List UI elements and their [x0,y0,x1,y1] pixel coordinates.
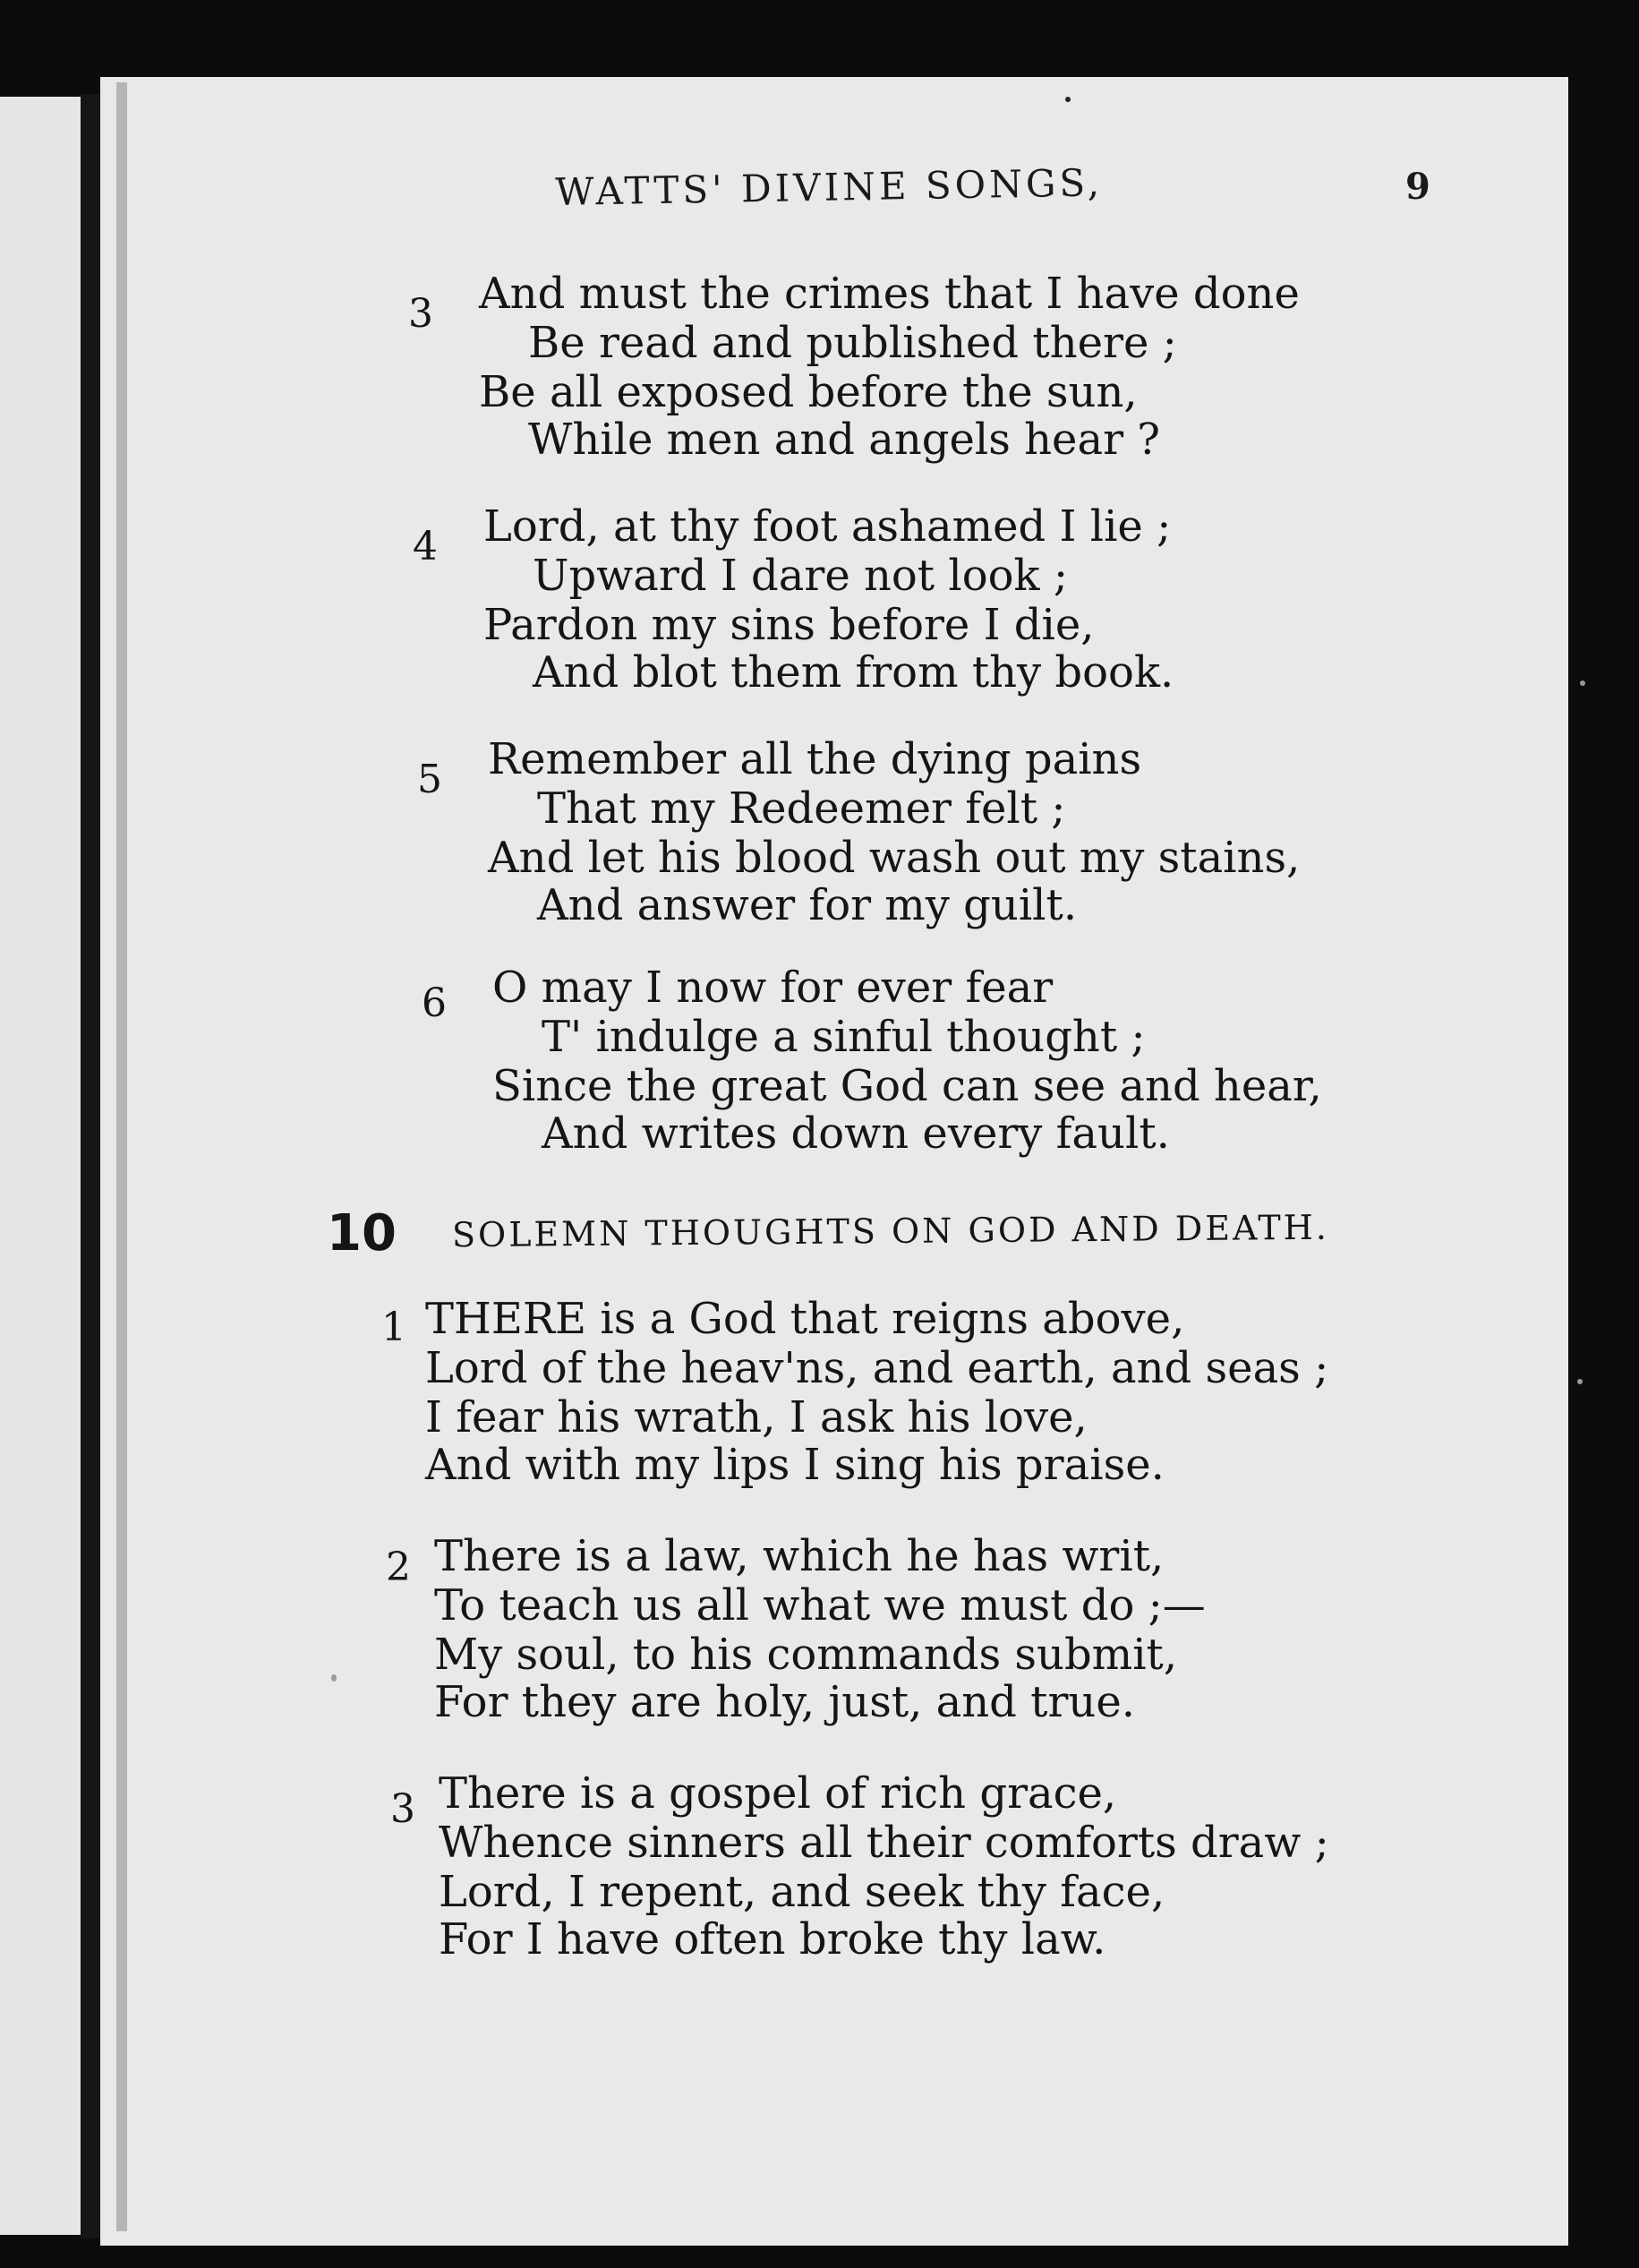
paper-speck [1580,680,1585,686]
page-gutter-shadow [116,82,127,2231]
stanza-number: 2 [386,1545,411,1590]
verse-line: THERE is a God that reigns above, [425,1294,1185,1344]
stanza-number: 6 [422,980,447,1026]
verse-line: Remember all the dying pains [488,734,1142,784]
paper-speck [331,1674,337,1682]
stanza-number: 3 [390,1786,415,1832]
stanza-number: 1 [381,1305,406,1350]
stanza-number: 3 [408,291,433,337]
verse-line: Lord of the heav'ns, and earth, and seas ; [425,1343,1329,1393]
verse-line: That my Redeemer felt ; [537,783,1066,834]
verse-line: For they are holy, just, and true. [434,1677,1135,1727]
verse-line: And must the crimes that I have done [479,269,1300,319]
verse-line: T' indulge a sinful thought ; [542,1012,1146,1062]
stanza-number: 4 [413,524,438,569]
page-number: 9 [1405,166,1430,208]
facing-page-edge [0,97,81,2235]
verse-line: While men and angels hear ? [528,415,1161,465]
verse-line: Upward I dare not look ; [533,551,1069,601]
verse-line: And answer for my guilt. [537,880,1078,930]
book-spine [81,94,100,2238]
stanza-number: 5 [417,757,442,802]
hymn-number: 10 [327,1204,397,1262]
verse-line: Lord, at thy foot ashamed I lie ; [483,501,1172,552]
hymn-title: SOLEMN THOUGHTS ON GOD AND DEATH. [451,1207,1330,1255]
verse-line: And blot them from thy book. [533,647,1174,698]
verse-line: I fear his wrath, I ask his love, [425,1392,1088,1442]
verse-line: Lord, I repent, and seek thy face, [439,1867,1165,1917]
verse-line: There is a law, which he has writ, [434,1531,1165,1581]
verse-line: Since the great God can see and hear, [492,1061,1322,1111]
verse-line: For I have often broke thy law. [439,1914,1106,1964]
verse-line: O may I now for ever fear [492,963,1054,1013]
verse-line: Whence sinners all their comforts draw ; [439,1818,1329,1868]
verse-line: And with my lips I sing his praise. [425,1440,1165,1490]
verse-line: Be all exposed before the sun, [479,367,1138,417]
verse-line: My soul, to his commands submit, [434,1630,1178,1680]
paper-speck [1065,97,1071,102]
verse-line: There is a gospel of rich grace, [439,1768,1117,1819]
verse-line: Pardon my sins before I die, [483,600,1095,650]
running-header: WATTS' DIVINE SONGS, [555,160,1104,214]
paper-speck [1577,1379,1583,1384]
verse-line: To teach us all what we must do ;— [434,1580,1206,1630]
verse-line: And writes down every fault. [542,1108,1170,1159]
verse-line: And let his blood wash out my stains, [488,833,1301,883]
verse-line: Be read and published there ; [528,318,1177,368]
